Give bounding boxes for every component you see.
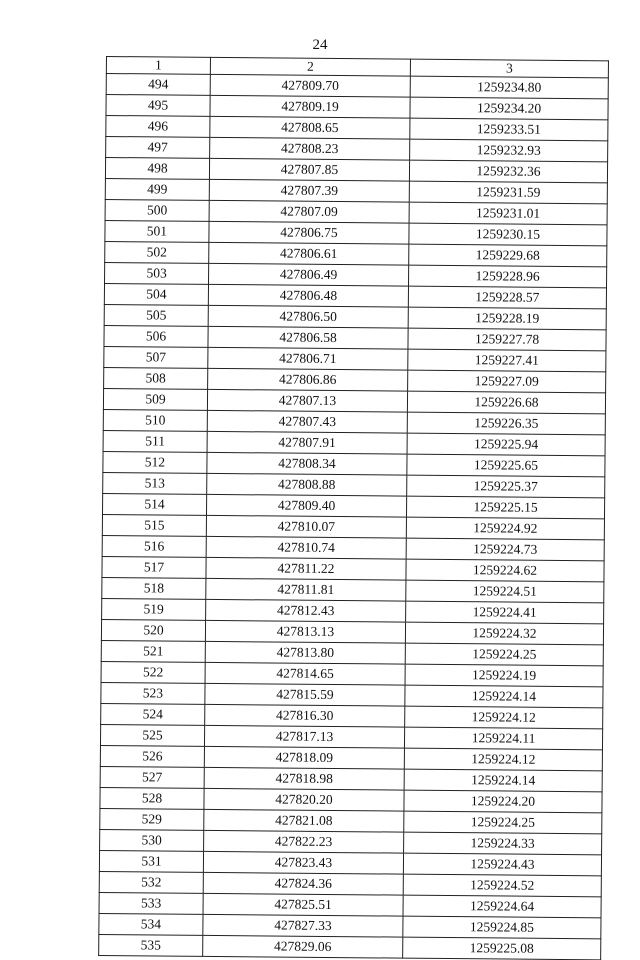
x-coordinate-cell: 427815.59 [205,683,405,706]
y-coordinate-cell: 1259224.62 [406,559,604,582]
x-coordinate-cell: 427812.43 [206,599,406,622]
x-coordinate-cell: 427808.34 [207,452,407,475]
y-coordinate-cell: 1259234.80 [410,76,608,99]
x-coordinate-cell: 427808.65 [210,116,410,139]
y-coordinate-cell: 1259224.92 [406,517,604,540]
point-number-cell: 514 [102,493,206,515]
y-coordinate-cell: 1259224.11 [404,727,602,750]
point-number-cell: 521 [101,640,205,662]
y-coordinate-cell: 1259234.20 [410,97,608,120]
point-number-cell: 508 [104,367,208,389]
point-number-cell: 501 [105,220,209,242]
y-coordinate-cell: 1259225.94 [407,433,605,456]
point-number-cell: 525 [100,724,204,746]
x-coordinate-cell: 427809.19 [210,95,410,118]
y-coordinate-cell: 1259224.14 [404,769,602,792]
x-coordinate-cell: 427820.20 [204,788,404,811]
x-coordinate-cell: 427807.39 [209,179,409,202]
point-number-cell: 499 [105,178,209,200]
point-number-cell: 496 [106,116,210,138]
y-coordinate-cell: 1259230.15 [409,223,607,246]
x-coordinate-cell: 427806.61 [209,242,409,265]
x-coordinate-cell: 427810.07 [206,515,406,538]
y-coordinate-cell: 1259225.15 [406,496,604,519]
y-coordinate-cell: 1259224.32 [405,622,603,645]
point-number-cell: 513 [103,472,207,494]
x-coordinate-cell: 427806.86 [208,368,408,391]
x-coordinate-cell: 427808.88 [207,473,407,496]
x-coordinate-cell: 427807.43 [207,410,407,433]
point-number-cell: 502 [105,241,209,263]
point-number-cell: 497 [106,137,210,159]
y-coordinate-cell: 1259224.25 [405,643,603,666]
point-number-cell: 522 [101,661,205,683]
point-number-cell: 526 [100,745,204,767]
point-number-cell: 510 [103,409,207,431]
y-coordinate-cell: 1259228.96 [409,265,607,288]
x-coordinate-cell: 427806.75 [209,221,409,244]
y-coordinate-cell: 1259227.41 [408,349,606,372]
y-coordinate-cell: 1259224.25 [404,811,602,834]
column-header-1: 1 [106,57,210,75]
y-coordinate-cell: 1259225.08 [403,937,601,960]
y-coordinate-cell: 1259224.64 [403,895,601,918]
point-number-cell: 495 [106,95,210,117]
x-coordinate-cell: 427806.49 [209,263,409,286]
point-number-cell: 500 [105,199,209,221]
point-number-cell: 524 [101,703,205,725]
column-header-2: 2 [210,57,410,76]
point-number-cell: 504 [104,283,208,305]
point-number-cell: 531 [99,850,203,872]
x-coordinate-cell: 427809.70 [210,74,410,97]
y-coordinate-cell: 1259232.36 [409,160,607,183]
y-coordinate-cell: 1259224.12 [405,706,603,729]
point-number-cell: 534 [99,913,203,935]
point-number-cell: 516 [102,535,206,557]
y-coordinate-cell: 1259224.43 [403,853,601,876]
column-header-3: 3 [410,59,608,78]
x-coordinate-cell: 427818.09 [204,746,404,769]
point-number-cell: 518 [102,577,206,599]
y-coordinate-cell: 1259224.33 [404,832,602,855]
x-coordinate-cell: 427806.50 [208,305,408,328]
x-coordinate-cell: 427816.30 [205,704,405,727]
x-coordinate-cell: 427807.13 [207,389,407,412]
x-coordinate-cell: 427814.65 [205,662,405,685]
point-number-cell: 528 [100,787,204,809]
x-coordinate-cell: 427811.22 [206,557,406,580]
y-coordinate-cell: 1259228.57 [408,286,606,309]
x-coordinate-cell: 427807.85 [209,158,409,181]
y-coordinate-cell: 1259227.09 [408,370,606,393]
x-coordinate-cell: 427829.06 [203,935,403,958]
y-coordinate-cell: 1259226.35 [407,412,605,435]
x-coordinate-cell: 427813.13 [205,620,405,643]
point-number-cell: 503 [105,262,209,284]
x-coordinate-cell: 427821.08 [204,809,404,832]
point-number-cell: 535 [99,934,203,956]
x-coordinate-cell: 427823.43 [203,851,403,874]
y-coordinate-cell: 1259229.68 [409,244,607,267]
point-number-cell: 527 [100,766,204,788]
x-coordinate-cell: 427824.36 [203,872,403,895]
point-number-cell: 529 [100,808,204,830]
point-number-cell: 517 [102,556,206,578]
x-coordinate-cell: 427810.74 [206,536,406,559]
x-coordinate-cell: 427813.80 [205,641,405,664]
x-coordinate-cell: 427818.98 [204,767,404,790]
point-number-cell: 498 [105,158,209,180]
point-number-cell: 533 [99,892,203,914]
y-coordinate-cell: 1259224.12 [404,748,602,771]
x-coordinate-cell: 427807.09 [209,200,409,223]
y-coordinate-cell: 1259225.37 [407,475,605,498]
y-coordinate-cell: 1259224.85 [403,916,601,939]
x-coordinate-cell: 427806.58 [208,326,408,349]
x-coordinate-cell: 427827.33 [203,914,403,937]
point-number-cell: 523 [101,682,205,704]
x-coordinate-cell: 427807.91 [207,431,407,454]
table-body [99,74,609,960]
y-coordinate-cell: 1259226.68 [407,391,605,414]
point-number-cell: 519 [102,598,206,620]
y-coordinate-cell: 1259232.93 [410,139,608,162]
y-coordinate-cell: 1259224.19 [405,664,603,687]
x-coordinate-cell: 427817.13 [204,725,404,748]
y-coordinate-cell: 1259224.73 [406,538,604,561]
point-number-cell: 505 [104,304,208,326]
point-number-cell: 507 [104,346,208,368]
point-number-cell: 494 [106,74,210,96]
x-coordinate-cell: 427806.48 [208,284,408,307]
y-coordinate-cell: 1259224.41 [406,601,604,624]
y-coordinate-cell: 1259227.78 [408,328,606,351]
point-number-cell: 530 [100,829,204,851]
point-number-cell: 515 [102,514,206,536]
point-number-cell: 511 [103,430,207,452]
point-number-cell: 520 [101,619,205,641]
x-coordinate-cell: 427809.40 [206,494,406,517]
x-coordinate-cell: 427811.81 [206,578,406,601]
x-coordinate-cell: 427822.23 [204,830,404,853]
table-row [99,934,601,959]
y-coordinate-cell: 1259233.51 [410,118,608,141]
y-coordinate-cell: 1259224.52 [403,874,601,897]
y-coordinate-cell: 1259224.14 [405,685,603,708]
page-number: 24 [312,37,328,53]
point-number-cell: 512 [103,451,207,473]
x-coordinate-cell: 427806.71 [208,347,408,370]
coordinates-table [98,56,609,960]
point-number-cell: 532 [99,871,203,893]
y-coordinate-cell: 1259231.01 [409,202,607,225]
point-number-cell: 509 [103,388,207,410]
x-coordinate-cell: 427808.23 [210,137,410,160]
y-coordinate-cell: 1259225.65 [407,454,605,477]
x-coordinate-cell: 427825.51 [203,893,403,916]
y-coordinate-cell: 1259228.19 [408,307,606,330]
y-coordinate-cell: 1259231.59 [409,181,607,204]
y-coordinate-cell: 1259224.51 [406,580,604,603]
point-number-cell: 506 [104,325,208,347]
y-coordinate-cell: 1259224.20 [404,790,602,813]
